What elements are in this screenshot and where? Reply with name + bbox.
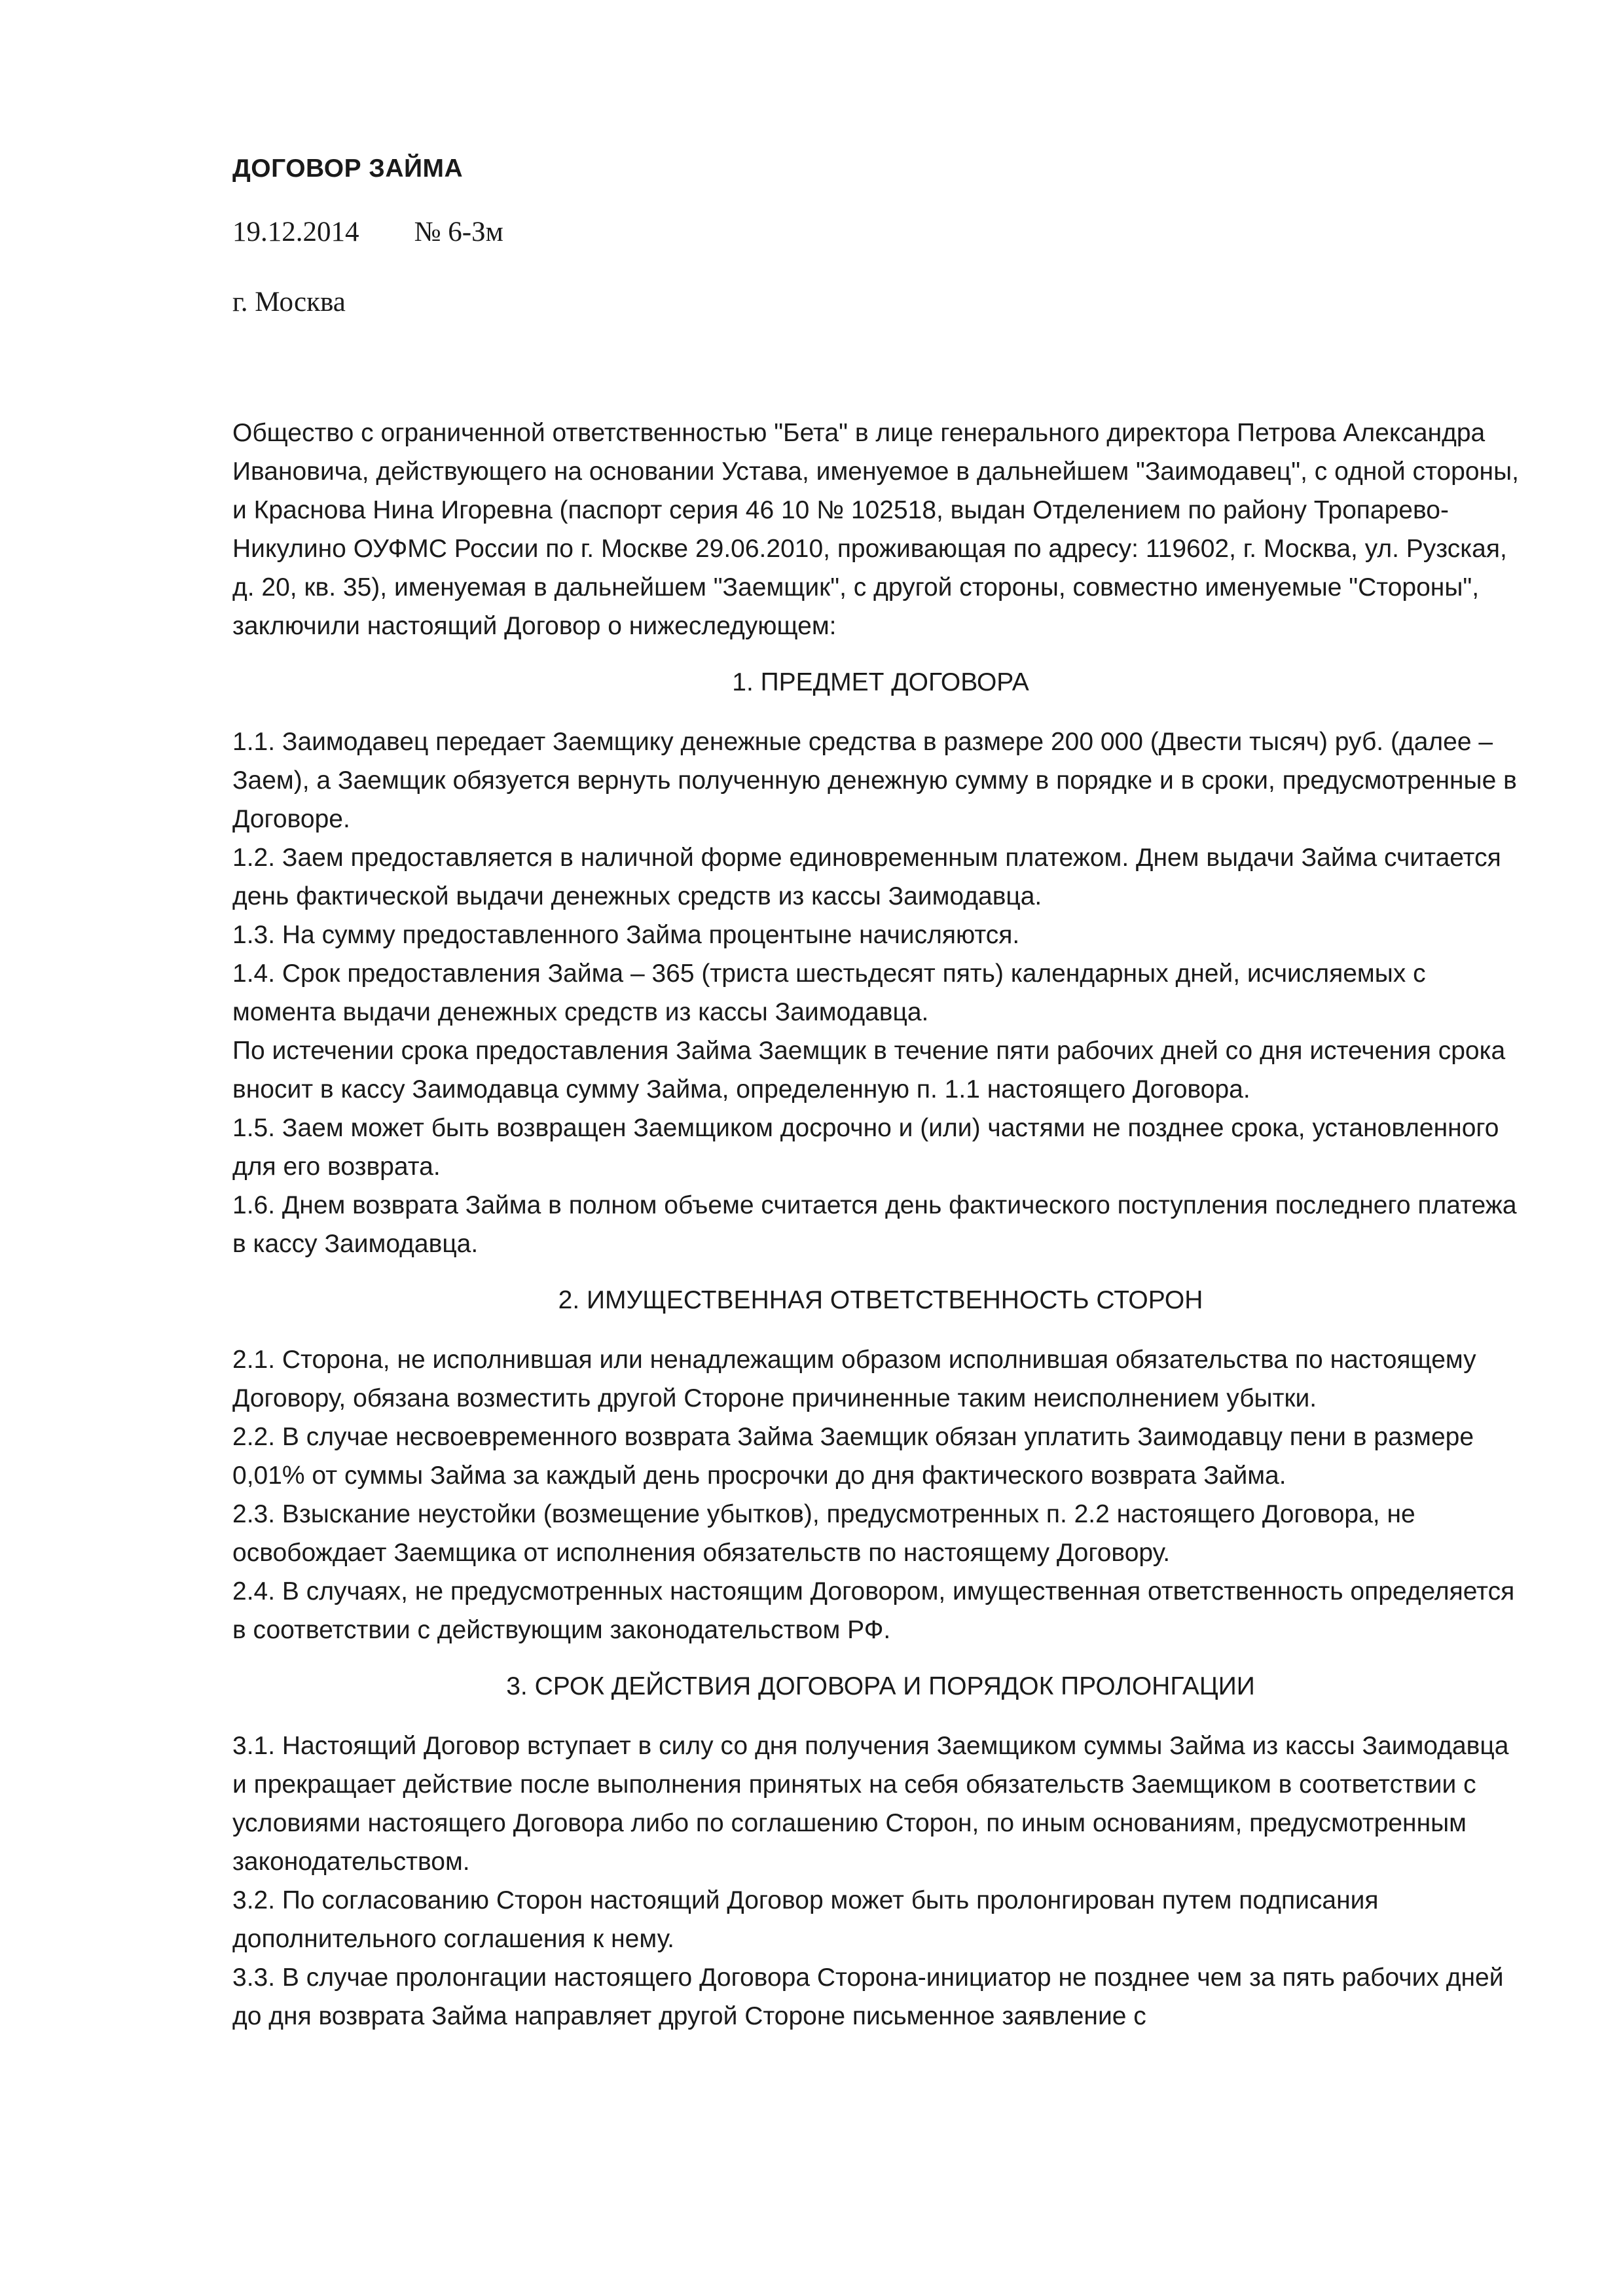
- section-heading: 2. ИМУЩЕСТВЕННАЯ ОТВЕТСТВЕННОСТЬ СТОРОН: [558, 1286, 1203, 1314]
- clause-paragraph: 3.2. По согласованию Сторон настоящий Договор может быть пролонгирован путем подписания дополнительного соглашения к нему.: [232, 1886, 1379, 1953]
- clause-paragraph: 2.1. Сторона, не исполнившая или ненадлежащим образом исполнившая обязательства по настоящему Договору, обязана возместить другой Стороне причиненные таким неисполнением убытки.: [232, 1346, 1476, 1412]
- preamble-paragraph: Общество с ограниченной ответственностью "Бета" в лице генерального директора Петрова Александра Ивановича, действующего на основании Устава, именуемое в дальнейшем "Заимодавец", с одной стороны, и Краснова Нина Игоревна (паспорт серия 46 10 № 102518, выдан Отделением по району Тропарево-Никулино ОУФМС России по г. Москве 29.06.2010, проживающая по адресу: 119602, г. Москва, ул. Рузская, д. 20, кв. 35), именуемая в дальнейшем "Заемщик", с другой стороны, совместно именуемые "Стороны", заключили настоящий Договор о нижеследующем:: [232, 419, 1519, 640]
- clause-paragraph: 3.3. В случае пролонгации настоящего Договора Сторона-инициатор не позднее чем за пять рабочих дней до дня возврата Займа направляет другой Стороне письменное заявление с: [232, 1964, 1504, 2030]
- clause-paragraph: 2.3. Взыскание неустойки (возмещение убытков), предусмотренных п. 2.2 настоящего Договора, не освобождает Заемщика от исполнения обязательств по настоящему Договору.: [232, 1500, 1415, 1567]
- document-page: [232, 0, 1529, 2296]
- document-body: [232, 414, 1529, 2036]
- clause-paragraph: 1.5. Заем может быть возвращен Заемщиком досрочно и (или) частями не позднее срока, установленного для его возврата.: [232, 1114, 1499, 1181]
- clause-paragraph: 1.1. Заимодавец передает Заемщику денежные средства в размере 200 000 (Двести тысяч) руб. (далее – Заем), а Заемщик обязуется вернуть полученную денежную сумму в порядке и в сроки, предусмотренные в Договоре.: [232, 728, 1517, 833]
- clause-paragraph: 1.4. Срок предоставления Займа – 365 (триста шестьдесят пять) календарных дней, исчисляемых с момента выдачи денежных средств из кассы Заимодавца.: [232, 960, 1426, 1026]
- section-heading: 3. СРОК ДЕЙСТВИЯ ДОГОВОРА И ПОРЯДОК ПРОЛОНГАЦИИ: [506, 1672, 1255, 1700]
- section-heading: 1. ПРЕДМЕТ ДОГОВОРА: [732, 668, 1029, 696]
- clause-paragraph: 1.2. Заем предоставляется в наличной форме единовременным платежом. Днем выдачи Займа считается день фактической выдачи денежных средств из кассы Заимодавца.: [232, 844, 1501, 910]
- clause-paragraph: 2.2. В случае несвоевременного возврата Займа Заемщик обязан уплатить Заимодавцу пени в размере 0,01% от суммы Займа за каждый день просрочки до дня фактического возврата Займа.: [232, 1423, 1474, 1490]
- clause-paragraph: 1.6. Днем возврата Займа в полном объеме считается день фактического поступления последнего платежа в кассу Заимодавца.: [232, 1191, 1517, 1258]
- document-meta: [232, 216, 503, 248]
- clause-paragraph: По истечении срока предоставления Займа Заемщик в течение пяти рабочих дней со дня истечения срока вносит в кассу Заимодавца сумму Займа, определенную п. 1.1 настоящего Договора.: [232, 1037, 1506, 1103]
- document-city: г. Москва: [232, 287, 346, 317]
- clause-paragraph: 1.3. На сумму предоставленного Займа процентыне начисляются.: [232, 921, 1020, 949]
- document-title: ДОГОВОР ЗАЙМА: [232, 154, 464, 183]
- clause-paragraph: 2.4. В случаях, не предусмотренных настоящим Договором, имущественная ответственность определяется в соответствии с действующим законодательством РФ.: [232, 1577, 1515, 1644]
- clause-paragraph: 3.1. Настоящий Договор вступает в силу со дня получения Заемщиком суммы Займа из кассы Заимодавца и прекращает действие после выполнения принятых на себя обязательств Заемщиком в соответствии с условиями настоящего Договора либо по соглашению Сторон, по иным основаниям, предусмотренным законодательством.: [232, 1732, 1509, 1876]
- document-number: № 6-Зм: [414, 217, 503, 247]
- document-date: 19.12.2014: [232, 217, 359, 247]
